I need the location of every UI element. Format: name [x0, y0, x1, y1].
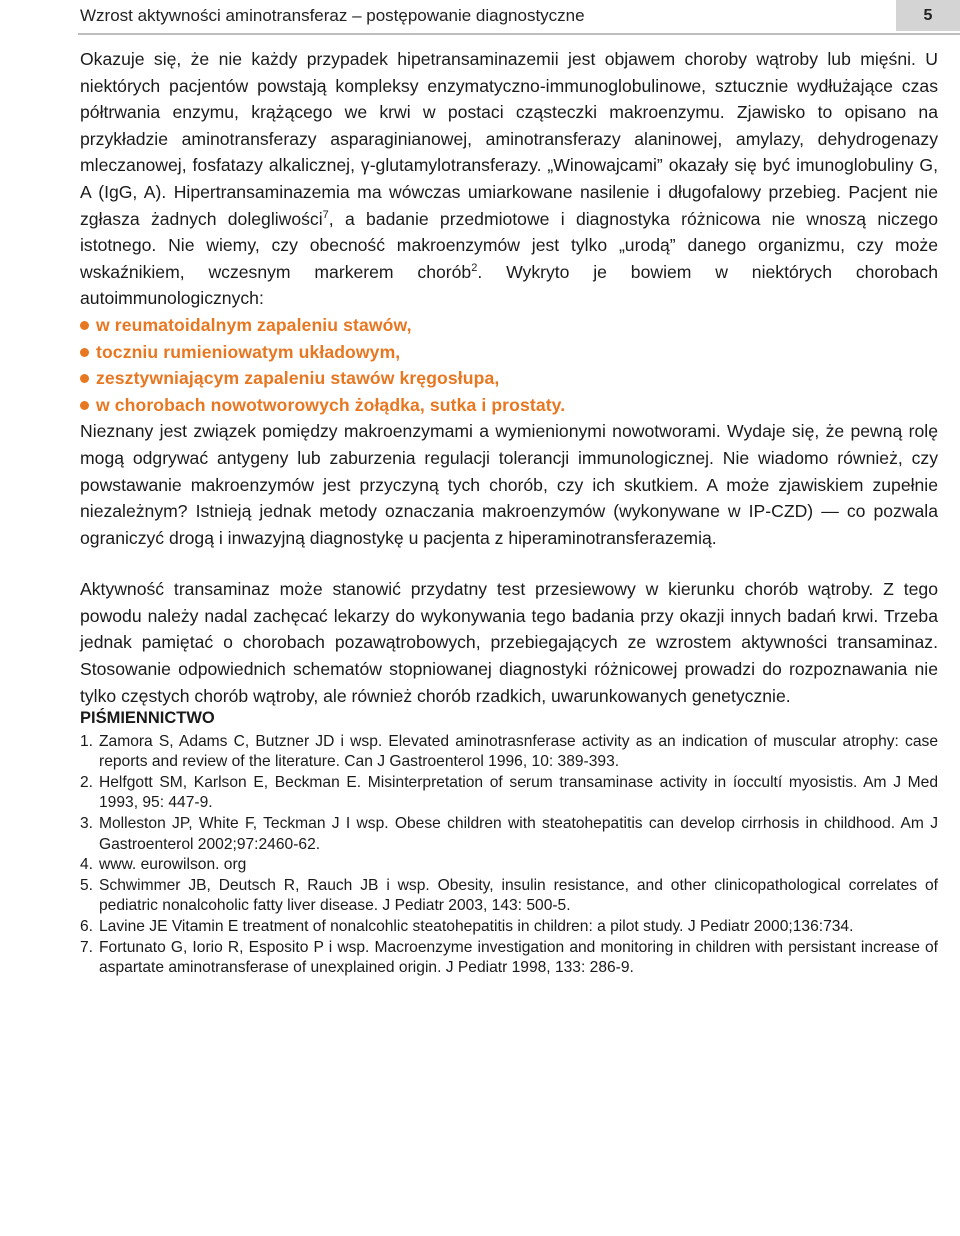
main-content — [80, 46, 938, 709]
bullet-dot-icon — [80, 348, 89, 357]
page-number: 5 — [896, 0, 960, 31]
reference-item: 6. Lavine JE Vitamin E treatment of nonalcohlic steatohepatitis in children: a pilot study. J Pediatr 2000;136:734. — [80, 917, 854, 935]
paragraph-intro-text: Okazuje się, że nie każdy przypadek hipetransaminazemii jest objawem choroby wątroby lub mięśni. U niektórych pacjentów powstają kompleksy enzymatyczno-immunoglobulinowe, sztucznie wydłużające czas półtrwania enzymu, krążącego we krwi w postaci cząsteczki makroenzymu. Zjawisko to opisano na przykładzie aminotransferazy asparaginianowej, aminotransferazy alaninowej, amylazy, dehydrogenazy mleczanowej, fosfatazy alkalicznej, γ-glutamylotransferazy. „Winowajcami” okazały się być imunoglobuliny G, A (IgG, A). Hipertransaminazemia ma wówczas umiarkowane nasilenie i długofalowy przebieg. Pacjent nie zgłasza żadnych dolegliwości — [80, 49, 938, 229]
paragraph-end-text: . Wykryto je bowiem w niektórych chorobach autoimmunologicznych: — [80, 261, 938, 309]
list-item: w reumatoidalnym zapaleniu stawów, — [80, 312, 938, 339]
references-list — [80, 732, 938, 979]
reference-item: 1. Zamora S, Adams C, Butzner JD i wsp. Elevated aminotrasnferase activity as an indication of muscular atrophy: case reports and review of the literature. Can J Gastroenterol 1996, 10: 389-393. — [80, 732, 938, 771]
list-item: w chorobach nowotworowych żołądka, sutka i prostaty. — [80, 392, 938, 419]
reference-item: 3. Molleston JP, White F, Teckman J I wsp. Obese children with steatohepatitis can develop cirrhosis in childhood. Am J Gastroenterol 2002;97:2460-62. — [80, 814, 938, 853]
citation-ref-2: 2 — [471, 261, 478, 274]
running-header — [78, 0, 960, 35]
list-item: zesztywniającym zapaleniu stawów kręgosłupa, — [80, 365, 938, 392]
paragraph-mid-text: , a badanie przedmiotowe i diagnostyka różnicowa nie wnoszą niczego istotnego. Nie wiemy, czy obecność makroenzymów jest tylko „urodą” danego organizmu, czy może wskaźnikiem, wczesnym markerem chorób — [80, 208, 939, 282]
citation-ref-7: 7 — [322, 208, 329, 221]
reference-item: 5. Schwimmer JB, Deutsch R, Rauch JB i wsp. Obesity, insulin resistance, and other clinicopathological correlates of pediatric nonalcoholic fatty liver disease. J Pediatr 2003, 143: 500-5. — [80, 876, 938, 915]
references-heading: PIŚMIENNICTWO — [80, 709, 215, 727]
references-section — [80, 708, 938, 979]
bullet-dot-icon — [80, 321, 89, 330]
running-header-title: Wzrost aktywności aminotransferaz – postępowanie diagnostyczne — [80, 6, 585, 25]
paragraph-transaminase-screening: Aktywność transaminaz może stanowić przydatny test przesiewowy w kierunku chorób wątroby. Z tego powodu należy nadal zachęcać lekarzy do wykonywania tego badania przy okazji innych badań krwi. Trzeba jednak pamiętać o chorobach pozawątrobowych, przebiegających ze wzrostem aktywności transaminaz. Stosowanie odpowiednich schematów stopniowanej diagnostyki różnicowej prowadzi do rozpoznawania nie tylko częstych chorób wątroby, ale również chorób rzadkich, uwarunkowanych genetycznie. — [80, 579, 938, 706]
paragraph-macroenzymes — [80, 46, 938, 312]
reference-item: 7. Fortunato G, Iorio R, Esposito P i wsp. Macroenzyme investigation and monitoring in children with persistant increase of aspartate aminotransferase of unexplained origin. J Pediatr 1998, 133: 286-9. — [80, 938, 938, 977]
bullet-dot-icon — [80, 401, 89, 410]
reference-item: 2. Helfgott SM, Karlson E, Beckman E. Misinterpretation of serum transaminase activity in íoccultí myosistis. Am J Med 1993, 95: 447-9. — [80, 773, 938, 812]
paragraph-unknown-relation: Nieznany jest związek pomiędzy makroenzymami a wymienionymi nowotworami. Wydaje się, że pewną rolę mogą odgrywać antygeny lub zaburzenia regulacji tolerancji immunologicznej. Nie wiadomo również, czy powstawanie makroenzymów jest przyczyną tych chorób, czy ich skutkiem. A może zjawiskiem zupełnie niezależnym? Istnieją jednak metody oznaczania makroenzymów (wykonywane w IP-CZD) — co pozwala ograniczyć drogą i inwazyjną diagnostykę u pacjenta z hiperaminotransferazemią. — [80, 421, 938, 548]
bullet-dot-icon — [80, 374, 89, 383]
list-item: toczniu rumieniowatym układowym, — [80, 339, 938, 366]
autoimmune-disease-list — [80, 312, 938, 418]
paragraph-spacer — [80, 551, 938, 576]
reference-item: 4. www. eurowilson. org — [80, 856, 247, 874]
